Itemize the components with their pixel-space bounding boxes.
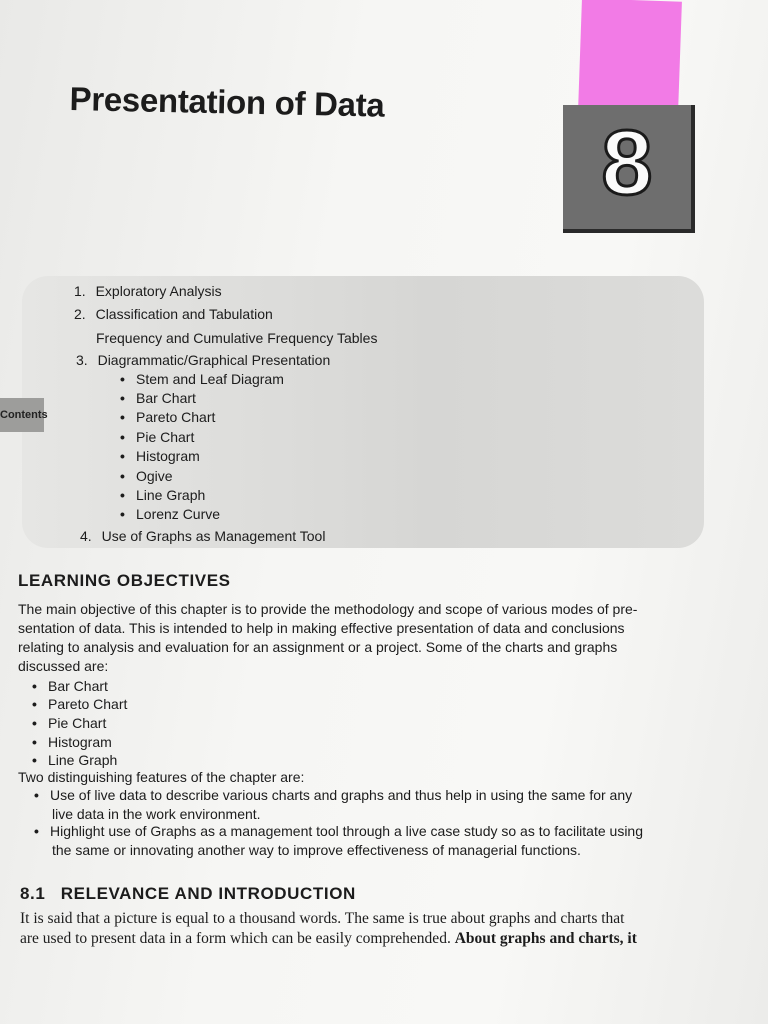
toc-bullet-item: • Stem and Leaf Diagram — [120, 370, 284, 390]
toc-subitem-text: Frequency and Cumulative Frequency Tables — [96, 330, 378, 346]
toc-item-number: 2. — [74, 306, 86, 322]
toc-bullet-item: • Pareto Chart — [120, 408, 215, 428]
toc-item-number: 1. — [74, 283, 86, 299]
toc-item — [80, 527, 325, 547]
chapter-number: 8 — [601, 112, 653, 214]
toc-item-number: 4. — [80, 528, 92, 544]
toc-bullet-item: • Lorenz Curve — [120, 505, 220, 525]
learning-objectives-heading: LEARNING OBJECTIVES — [18, 571, 231, 590]
toc-item-text: Classification and Tabulation — [95, 306, 273, 322]
chapter-title: Presentation of Data — [69, 80, 385, 124]
feature-item: • Highlight use of Graphs as a management tool through a live case study so as to facilitate using — [34, 822, 643, 841]
chart-list-item: • Histogram — [32, 733, 112, 752]
toc-item — [74, 305, 273, 325]
section-number: 8.1 — [20, 884, 46, 903]
body-text-plain: are used to present data in a form which can be easily comprehended. — [20, 930, 455, 947]
objectives-intro-line: discussed are: — [18, 658, 109, 674]
toc-bullet-item: • Histogram — [120, 447, 200, 467]
body-text-bold: About graphs and charts, it — [454, 930, 637, 947]
toc-item-text: Exploratory Analysis — [95, 283, 222, 299]
contents-tab-label: Contents — [0, 398, 44, 432]
chart-list-item: • Line Graph — [32, 751, 117, 770]
body-text-line — [20, 929, 637, 949]
objectives-intro-line: relating to analysis and evaluation for an assignment or a project. Some of the charts and graphs — [18, 639, 618, 655]
toc-item — [76, 351, 330, 371]
feature-item-continued: live data in the work environment. — [52, 806, 261, 822]
features-intro: Two distinguishing features of the chapter are: — [18, 769, 305, 785]
section-heading — [20, 884, 356, 904]
toc-item-text: Diagrammatic/Graphical Presentation — [97, 352, 331, 368]
objectives-intro-line: The main objective of this chapter is to provide the methodology and scope of various modes of pre- — [18, 601, 638, 617]
toc-item-text: Use of Graphs as Management Tool — [101, 528, 326, 544]
toc-item — [74, 282, 222, 302]
feature-item: • Use of live data to describe various charts and graphs and thus help in using the same for any — [34, 786, 632, 805]
chart-list-item: • Bar Chart — [32, 677, 108, 696]
chart-list-item: • Pie Chart — [32, 714, 106, 733]
toc-bullet-item: • Bar Chart — [120, 389, 196, 409]
toc-bullet-item: • Ogive — [120, 467, 173, 487]
toc-bullet-item: • Pie Chart — [120, 428, 194, 448]
body-text-line: It is said that a picture is equal to a thousand words. The same is true about graphs and charts that — [20, 910, 625, 927]
chart-list-item: • Pareto Chart — [32, 695, 127, 714]
feature-item-continued: the same or innovating another way to improve effectiveness of managerial functions. — [52, 842, 581, 858]
toc-bullet-item: • Line Graph — [120, 486, 205, 506]
toc-item-number: 3. — [76, 352, 88, 368]
objectives-intro-line: sentation of data. This is intended to help in making effective presentation of data and conclusions — [18, 620, 625, 636]
section-title: RELEVANCE AND INTRODUCTION — [60, 884, 356, 903]
